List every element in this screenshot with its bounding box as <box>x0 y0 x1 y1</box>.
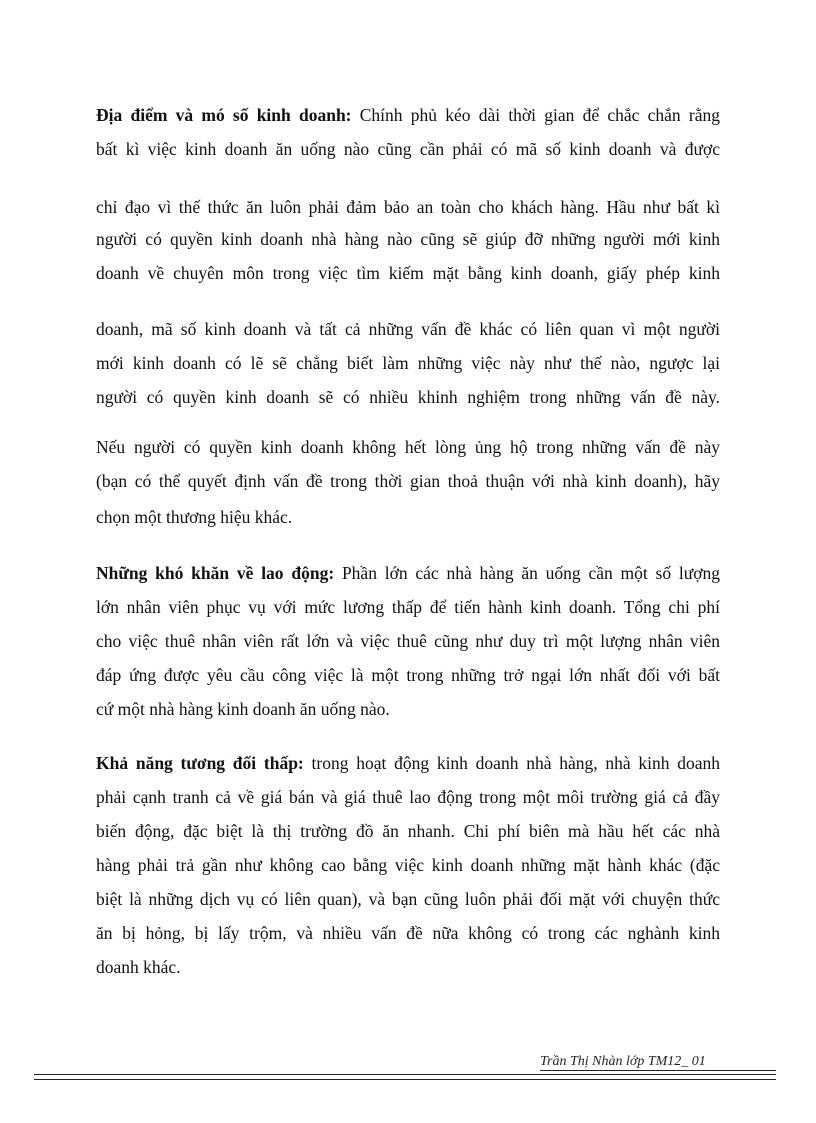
paragraph-4-text: trong hoạt động kinh doanh nhà hàng, nhà kinh doanh <box>303 753 720 773</box>
paragraph-1-text: Chính phủ kéo dài thời gian để chắc chắn rằng <box>351 105 720 125</box>
paragraph-1-line-5: doanh về chuyên môn trong việc tìm kiếm mặt bằng kinh doanh, giấy phép kinh <box>96 263 720 283</box>
footer-author: Trần Thị Nhàn lớp TM12_ 01 <box>540 1054 706 1069</box>
paragraph-4-line-2: phải cạnh tranh cả về giá bán và giá thuê lao động trong một môi trường giá cả đầy <box>96 787 720 807</box>
footer-rule-bottom <box>34 1079 776 1080</box>
paragraph-1-line-1 <box>96 104 720 126</box>
paragraph-4-heading: Khả năng tương đối thấp: <box>96 753 304 773</box>
paragraph-3-line-3: cho việc thuê nhân viên rất lớn và việc thuê cũng như duy trì một lượng nhân viên <box>96 631 720 651</box>
footer-short-rule <box>540 1070 776 1071</box>
paragraph-1-line-6: doanh, mã số kinh doanh và tất cả những vấn đề khác có liên quan vì một người <box>96 319 720 339</box>
paragraph-4-line-3: biến động, đặc biệt là thị trường đồ ăn nhanh. Chi phí biên mà hầu hết các nhà <box>96 821 720 841</box>
paragraph-1-line-2: bất kì việc kinh doanh ăn uống nào cũng cần phải có mã số kinh doanh và được <box>96 139 720 159</box>
footer-rule-top <box>34 1074 776 1075</box>
paragraph-3-line-5: cứ một nhà hàng kinh doanh ăn uống nào. <box>96 699 390 719</box>
paragraph-2-line-2: (bạn có thể quyết định vấn đề trong thời gian thoả thuận với nhà kinh doanh), hãy <box>96 471 720 491</box>
paragraph-3-line-4: đáp ứng được yêu cầu công việc là một trong những trở ngại lớn nhất đối với bất <box>96 665 720 685</box>
paragraph-1-line-3: chỉ đạo vì thế thức ăn luôn phải đảm bảo an toàn cho khách hàng. Hầu như bất kì <box>96 197 720 217</box>
paragraph-3-heading: Những khó khăn về lao động: <box>96 563 335 583</box>
paragraph-4-line-6: ăn bị hỏng, bị lấy trộm, và nhiều vấn đề nữa không có trong các nghành kinh <box>96 923 720 943</box>
paragraph-3-line-2: lớn nhân viên phục vụ với mức lương thấp để tiến hành kinh doanh. Tổng chi phí <box>96 597 720 617</box>
paragraph-1-line-7: mới kinh doanh có lẽ sẽ chẳng biết làm những việc này như thế nào, ngược lại <box>96 353 720 373</box>
paragraph-4-line-7: doanh khác. <box>96 957 181 977</box>
paragraph-2-line-1: Nếu người có quyền kinh doanh không hết lòng ủng hộ trong những vấn đề này <box>96 437 720 457</box>
paragraph-1-line-4: người có quyền kinh doanh nhà hàng nào cũng sẽ giúp đỡ những người mới kinh <box>96 229 720 249</box>
paragraph-4-line-1 <box>96 752 720 774</box>
paragraph-2-line-3: chọn một thương hiệu khác. <box>96 507 293 527</box>
paragraph-1-line-8: người có quyền kinh doanh sẽ có nhiều khinh nghiệm trong những vấn đề này. <box>96 387 720 407</box>
paragraph-3-line-1 <box>96 562 720 584</box>
paragraph-3-text: Phần lớn các nhà hàng ăn uống cần một số lượng <box>334 563 720 583</box>
paragraph-1-heading: Địa điểm và mó số kinh doanh: <box>96 105 352 125</box>
paragraph-4-line-4: hàng phải trả gần như không cao bằng việc kinh doanh những mặt hành khác (đặc <box>96 855 720 875</box>
paragraph-4-line-5: biệt là những dịch vụ có liên quan), và bạn cũng luôn phải đối mặt với chuyện thức <box>96 889 720 909</box>
